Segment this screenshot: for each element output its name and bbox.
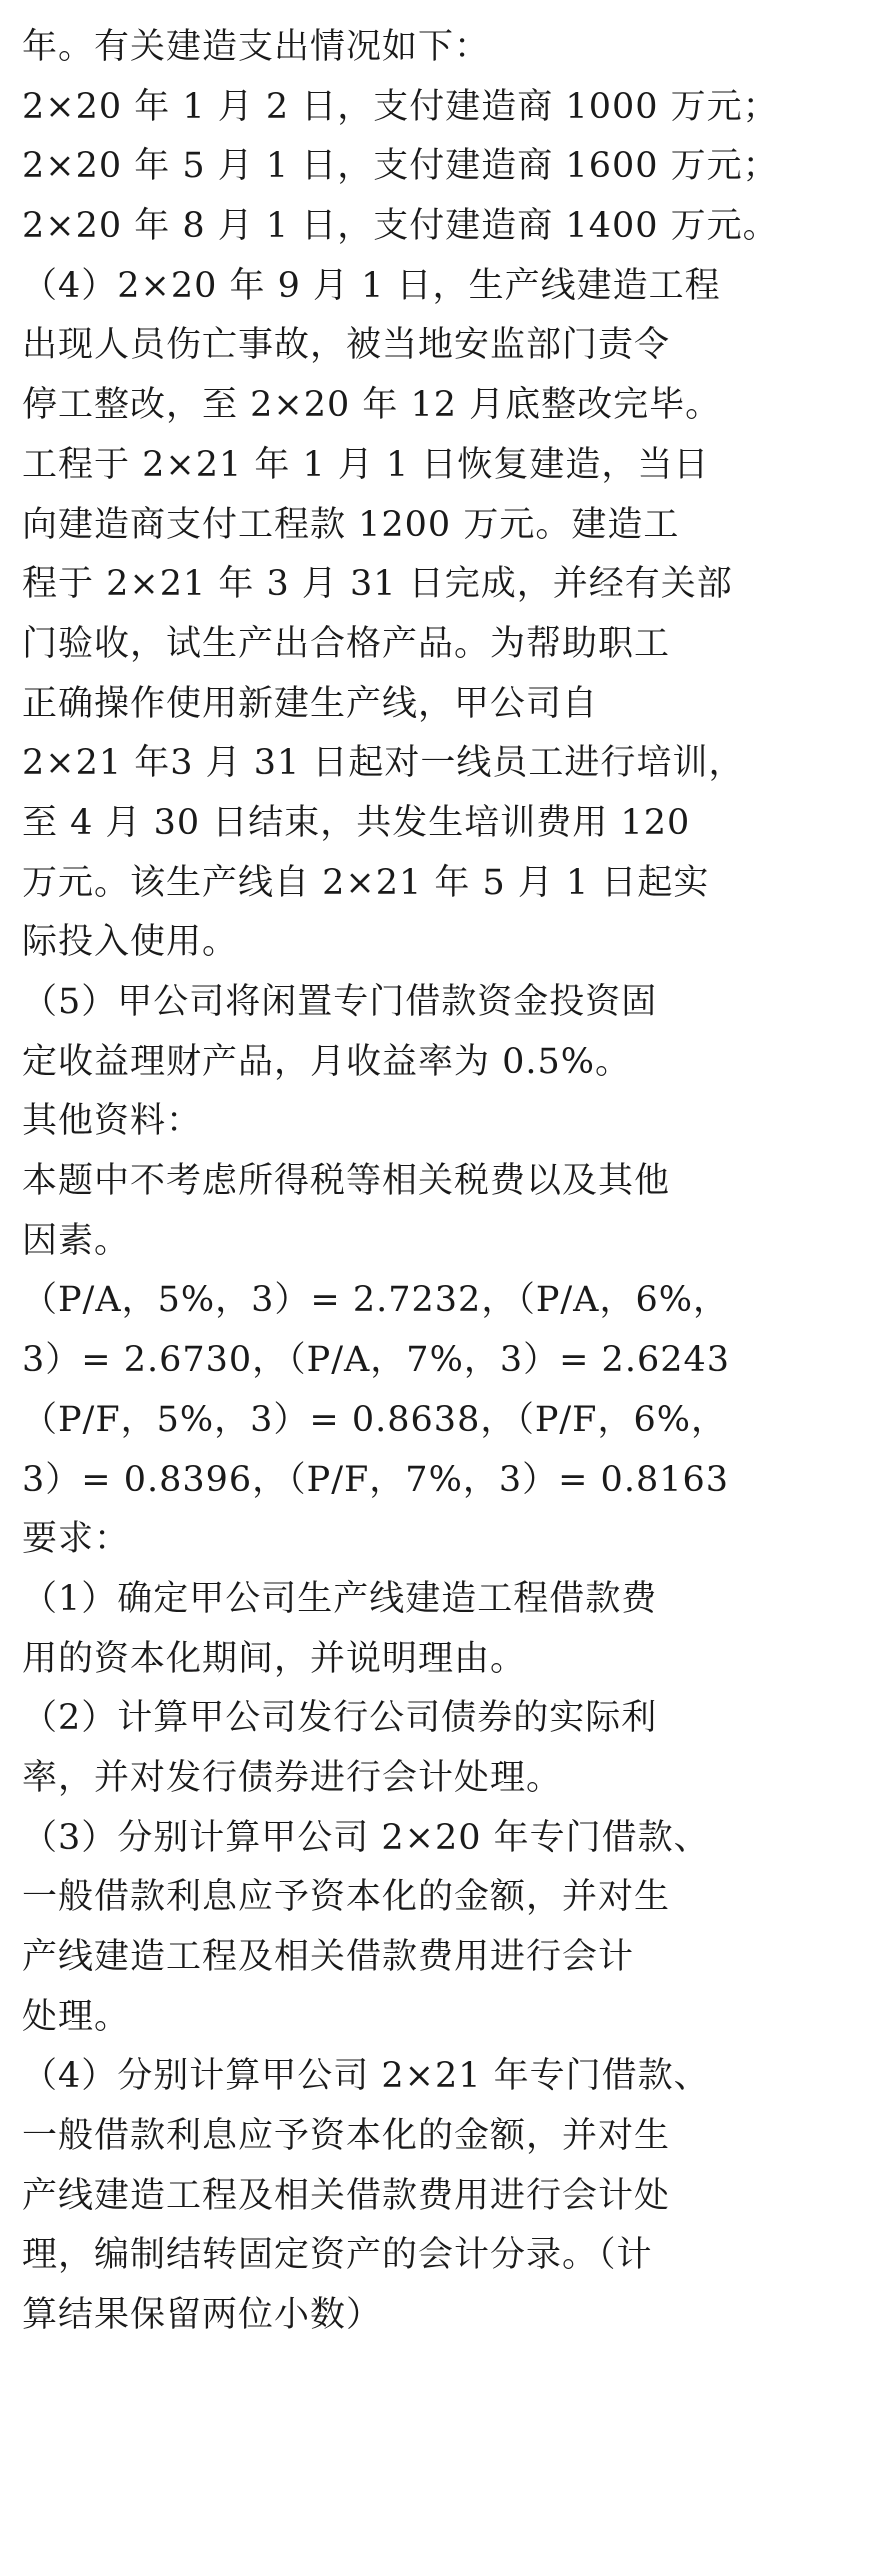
text-line: 3）= 2.6730，（P/A，7%，3）= 2.6243 [22,1340,731,1381]
text-line: 用的资本化期间，并说明理由。 [22,1638,527,1679]
text-line: 际投入使用。 [22,922,239,963]
text-line: 一般借款利息应予资本化的金额，并对生 [22,2116,671,2157]
text-line: （2）计算甲公司发行公司债券的实际利 [22,1698,658,1739]
text-line: 处理。 [22,1996,131,2037]
text-line: （5）甲公司将闲置专门借款资金投资固 [22,982,658,1022]
text-line: 万元。该生产线自 2×21 年 5 月 1 日起实 [22,862,710,903]
text-line: 算结果保留两位小数） [22,2295,383,2336]
text-line: 门验收，试生产出合格产品。为帮助职工 [22,623,671,664]
text-line: 向建造商支付工程款 1200 万元。建造工 [22,504,680,545]
text-line: 停工整改，至 2×20 年 12 月底整改完毕。 [22,385,722,426]
text-line: 其他资料： [22,1101,203,1142]
text-line: 至 4 月 30 日结束，共发生培训费用 120 [22,802,691,843]
text-line: （4）分别计算甲公司 2×21 年专门借款、 [22,2056,710,2097]
text-line: 要求： [22,1519,131,1560]
text-line: 正确操作使用新建生产线，甲公司自 [22,683,599,724]
text-line: 2×21 年3 月 31 日起对一线员工进行培训， [22,743,745,784]
text-line: 工程于 2×21 年 1 月 1 日恢复建造，当日 [22,444,710,485]
text-line: 程于 2×21 年 3 月 31 日完成，并经有关部 [22,564,733,605]
document-text [22,18,862,2346]
text-line: （1）确定甲公司生产线建造工程借款费 [22,1578,658,1619]
text-line: 3）= 0.8396，（P/F，7%，3）= 0.8163 [22,1459,730,1500]
text-line: 定收益理财产品，月收益率为 0.5%。 [22,1041,632,1082]
text-line: 产线建造工程及相关借款费用进行会计 [22,1937,635,1977]
text-line: 2×20 年 5 月 1 日，支付建造商 1600 万元； [22,146,779,187]
text-line: 出现人员伤亡事故，被当地安监部门责令 [22,325,671,366]
text-line: （3）分别计算甲公司 2×20 年专门借款、 [22,1817,710,1858]
text-line: （4）2×20 年 9 月 1 日，生产线建造工程 [22,265,721,306]
text-line: 因素。 [22,1220,131,1261]
text-line: 本题中不考虑所得税等相关税费以及其他 [22,1161,671,1202]
text-line: 一般借款利息应予资本化的金额，并对生 [22,1877,671,1918]
text-line: （P/F，5%，3）= 0.8638，（P/F，6%， [22,1399,727,1440]
text-line: 理，编制结转固定资产的会计分录。（计 [22,2235,653,2276]
text-line: 年。有关建造支出情况如下： [22,27,491,67]
text-line: 2×20 年 1 月 2 日，支付建造商 1000 万元； [22,86,779,127]
text-line: 2×20 年 8 月 1 日，支付建造商 1400 万元。 [22,206,779,247]
text-line: 率，并对发行债券进行会计处理。 [22,1757,563,1798]
text-line: （P/A，5%，3）= 2.7232，（P/A，6%， [22,1280,729,1321]
text-line: 产线建造工程及相关借款费用进行会计处 [22,2175,671,2216]
